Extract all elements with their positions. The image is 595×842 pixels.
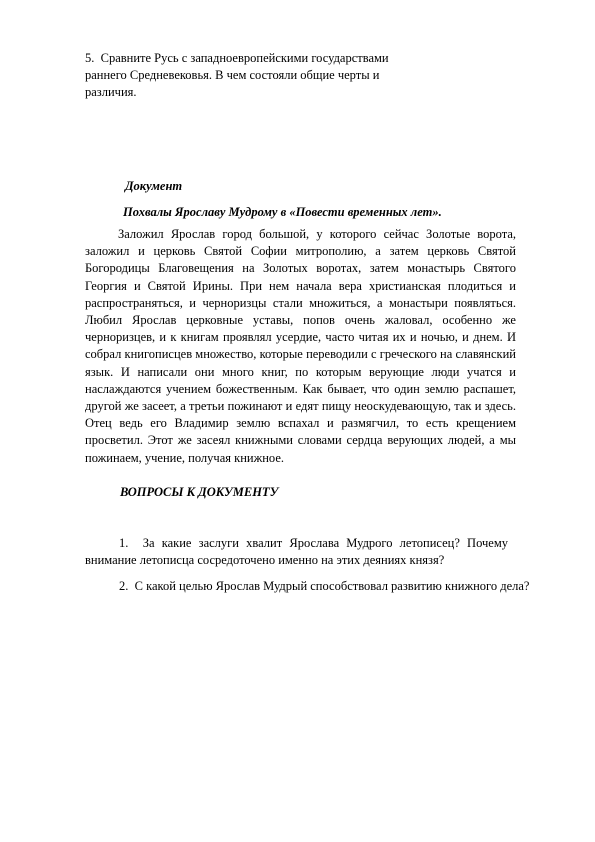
question-5	[85, 50, 415, 102]
question-1	[85, 535, 508, 569]
question-2	[85, 578, 531, 595]
question-2-text: С какой целью Ярослав Мудрый способствовал развитию книжного дела?	[134, 579, 530, 593]
document-title: Похвалы Ярославу Мудрому в «Повести временных лет».	[123, 205, 442, 219]
questions-heading: ВОПРОСЫ К ДОКУМЕНТУ	[120, 485, 279, 499]
question-2-number: 2.	[119, 579, 129, 593]
question-1-text: За какие заслуги хвалит Ярослава Мудрого летописец? Почему внимание летописца сосредоточено именно на этих деяниях князя?	[85, 536, 508, 568]
question-1-number: 1.	[119, 536, 129, 550]
question-5-number: 5.	[85, 51, 95, 65]
question-5-text: Сравните Русь с западноевропейскими государствами раннего Средневековья. В чем состояли общие черты и различия.	[85, 51, 389, 100]
document-label: Документ	[125, 179, 183, 193]
document-body: Заложил Ярослав город большой, у которого сейчас Золотые ворота, заложил и церковь Святой Софии митрополию, а затем церковь Святой Богородицы Благовещения на Золотых воротах, затем монастырь Святого Георгия и Святой Ирины. При нем начала вера христианская плодиться и распространяться, и черноризцы стали множиться, а монастыри появляться. Любил Ярослав церковные уставы, попов очень жаловал, особенно же черноризцев, и к книгам проявлял усердие, часто читая их и ночью, и днем. И собрал книгописцев множество, которые переводили с греческого на славянский язык. И написали они много книг, по которым верующие люди учатся и наслаждаются учением божественным. Как бывает, что один землю распашет, другой же засеет, а третьи пожинают и едят пищу неоскудевающую, так и здесь. Отец ведь его Владимир землю вспахал и размягчил, то есть крещением просветил. Этот же засеял книжными словами сердца верующих людей, а мы пожинаем, учение, получая книжное.	[85, 227, 516, 465]
